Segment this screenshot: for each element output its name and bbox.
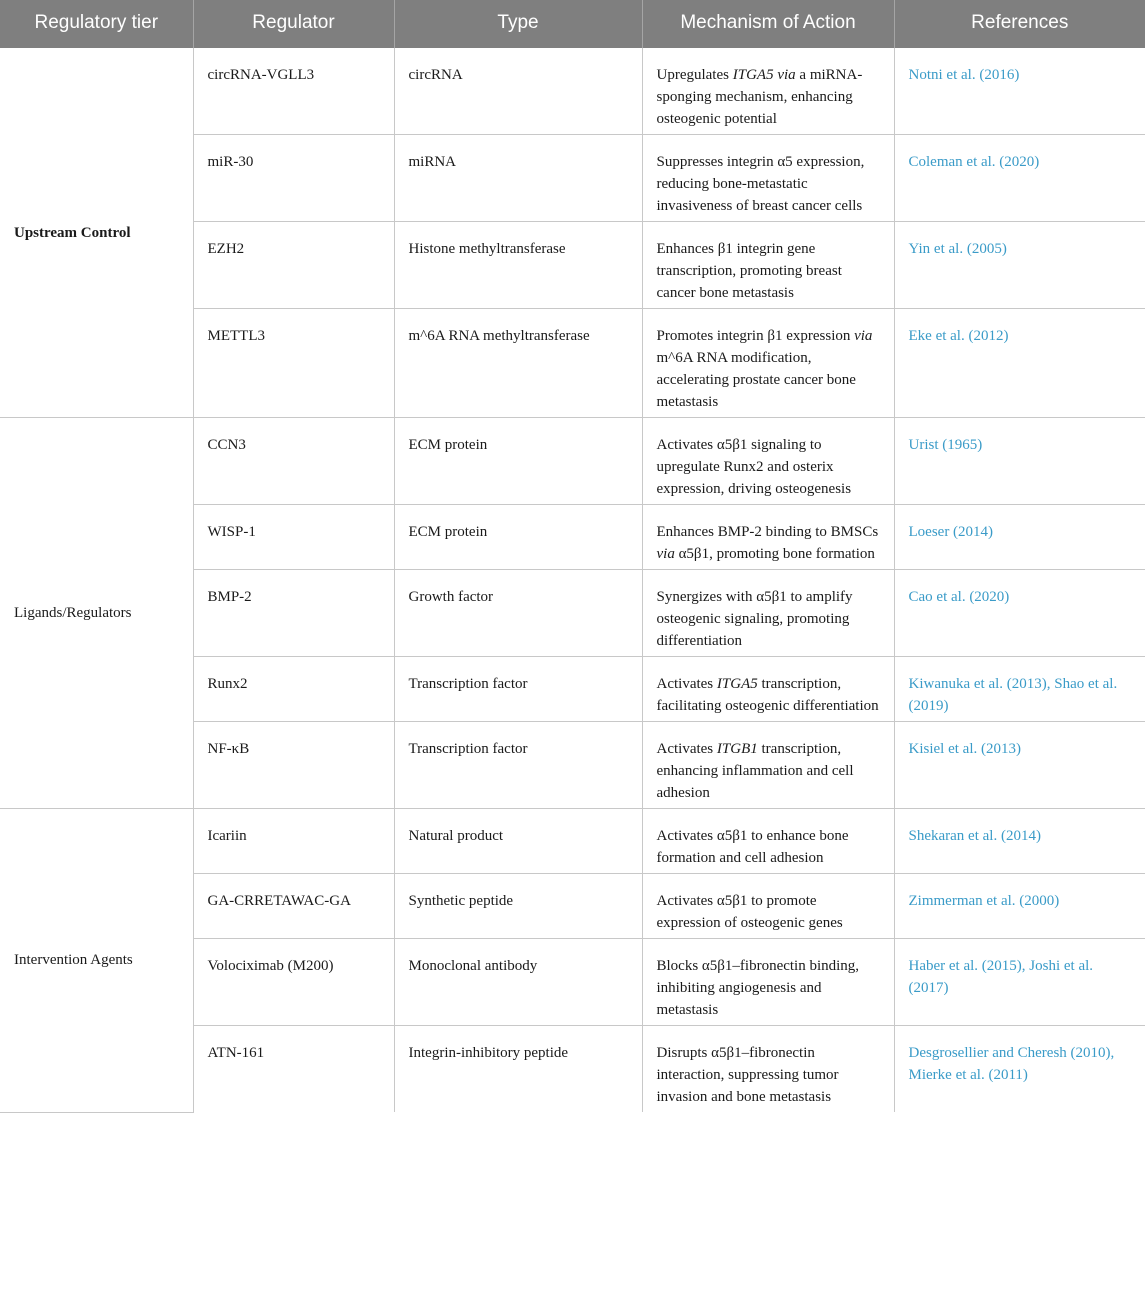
mechanism-text: Activates (656, 676, 717, 692)
reference-link[interactable]: Kisiel et al. (2013) (894, 722, 1145, 809)
header-row (0, 0, 1145, 48)
regulator-cell: CCN3 (193, 418, 394, 505)
type-cell: circRNA (394, 48, 642, 135)
mechanism-cell (642, 1026, 894, 1113)
mechanism-text: transcription, enhancing inflammation and cell adhesion (656, 741, 854, 801)
mechanism-text: Upregulates (656, 67, 733, 83)
header-regulatory-tier: Regulatory tier (0, 0, 193, 48)
type-cell: m^6A RNA methyltransferase (394, 309, 642, 418)
table-body (0, 48, 1145, 1112)
tier-cell: Ligands/Regulators (0, 418, 193, 809)
regulator-cell: BMP-2 (193, 570, 394, 657)
table-row (0, 418, 1145, 505)
mechanism-cell (642, 722, 894, 809)
type-cell: Synthetic peptide (394, 874, 642, 939)
mechanism-text: α5β1, promoting bone formation (674, 546, 875, 562)
mechanism-cell (642, 505, 894, 570)
mechanism-text: Suppresses integrin α5 expression, reducing bone-metastatic invasiveness of breast cancer cells (656, 154, 865, 214)
mechanism-italic-text: via (656, 546, 675, 562)
mechanism-cell (642, 657, 894, 722)
regulator-cell: WISP-1 (193, 505, 394, 570)
reference-link[interactable]: Coleman et al. (2020) (894, 135, 1145, 222)
mechanism-text: Enhances BMP-2 binding to BMSCs (656, 524, 879, 540)
regulator-cell: Runx2 (193, 657, 394, 722)
mechanism-text: Blocks α5β1–fibronectin binding, inhibiting angiogenesis and metastasis (656, 958, 860, 1018)
mechanism-cell (642, 222, 894, 309)
mechanism-cell (642, 309, 894, 418)
mechanism-italic-text: ITGB1 (716, 741, 758, 757)
reference-link[interactable]: Cao et al. (2020) (894, 570, 1145, 657)
mechanism-cell (642, 939, 894, 1026)
mechanism-text: Promotes integrin β1 expression (656, 328, 855, 344)
mechanism-cell (642, 135, 894, 222)
reference-link[interactable]: Desgrosellier and Cheresh (2010), Mierke et al. (2011) (894, 1026, 1145, 1113)
mechanism-text: m^6A RNA modification, accelerating prostate cancer bone metastasis (656, 350, 856, 410)
type-cell: Transcription factor (394, 657, 642, 722)
regulator-cell: NF-κB (193, 722, 394, 809)
regulator-cell: circRNA-VGLL3 (193, 48, 394, 135)
type-cell: Monoclonal antibody (394, 939, 642, 1026)
header-mechanism: Mechanism of Action (642, 0, 894, 48)
reference-link[interactable]: Loeser (2014) (894, 505, 1145, 570)
tier-cell: Intervention Agents (0, 809, 193, 1113)
mechanism-cell (642, 809, 894, 874)
mechanism-text: Activates α5β1 to enhance bone formation and cell adhesion (656, 828, 849, 866)
type-cell: Transcription factor (394, 722, 642, 809)
reference-link[interactable]: Notni et al. (2016) (894, 48, 1145, 135)
reference-link[interactable]: Eke et al. (2012) (894, 309, 1145, 418)
mechanism-italic-text: ITGA5 via (732, 67, 796, 83)
mechanism-text: Synergizes with α5β1 to amplify osteogenic signaling, promoting differentiation (656, 589, 853, 649)
mechanism-text: a miRNA-sponging mechanism, enhancing osteogenic potential (656, 67, 863, 127)
table-row (0, 809, 1145, 874)
header-type: Type (394, 0, 642, 48)
type-cell: ECM protein (394, 418, 642, 505)
mechanism-text: Activates (656, 741, 717, 757)
reference-link[interactable]: Urist (1965) (894, 418, 1145, 505)
mechanism-cell (642, 570, 894, 657)
mechanism-italic-text: via (854, 328, 873, 344)
mechanism-text: Disrupts α5β1–fibronectin interaction, suppressing tumor invasion and bone metastasis (656, 1045, 839, 1105)
header-references: References (894, 0, 1145, 48)
regulator-cell: EZH2 (193, 222, 394, 309)
mechanism-text: Enhances β1 integrin gene transcription, promoting breast cancer bone metastasis (656, 241, 842, 301)
regulator-cell: miR-30 (193, 135, 394, 222)
type-cell: Histone methyltransferase (394, 222, 642, 309)
type-cell: Integrin-inhibitory peptide (394, 1026, 642, 1113)
reference-link[interactable]: Kiwanuka et al. (2013), Shao et al. (2019) (894, 657, 1145, 722)
regulator-cell: GA-CRRETAWAC-GA (193, 874, 394, 939)
type-cell: ECM protein (394, 505, 642, 570)
header-regulator: Regulator (193, 0, 394, 48)
type-cell: miRNA (394, 135, 642, 222)
type-cell: Natural product (394, 809, 642, 874)
regulator-cell: Icariin (193, 809, 394, 874)
mechanism-italic-text: ITGA5 (716, 676, 758, 692)
reference-link[interactable]: Zimmerman et al. (2000) (894, 874, 1145, 939)
mechanism-cell (642, 874, 894, 939)
reference-link[interactable]: Shekaran et al. (2014) (894, 809, 1145, 874)
mechanism-cell (642, 418, 894, 505)
regulator-cell: Volociximab (M200) (193, 939, 394, 1026)
mechanism-text: Activates α5β1 to promote expression of osteogenic genes (656, 893, 843, 931)
mechanism-text: transcription, facilitating osteogenic differentiation (656, 676, 879, 714)
regulator-cell: ATN-161 (193, 1026, 394, 1113)
reference-link[interactable]: Yin et al. (2005) (894, 222, 1145, 309)
regulator-cell: METTL3 (193, 309, 394, 418)
table-row (0, 48, 1145, 135)
type-cell: Growth factor (394, 570, 642, 657)
reference-link[interactable]: Haber et al. (2015), Joshi et al. (2017) (894, 939, 1145, 1026)
mechanism-text: Activates α5β1 signaling to upregulate Runx2 and osterix expression, driving osteogenesis (656, 437, 852, 497)
tier-cell: Upstream Control (0, 48, 193, 418)
mechanism-cell (642, 48, 894, 135)
